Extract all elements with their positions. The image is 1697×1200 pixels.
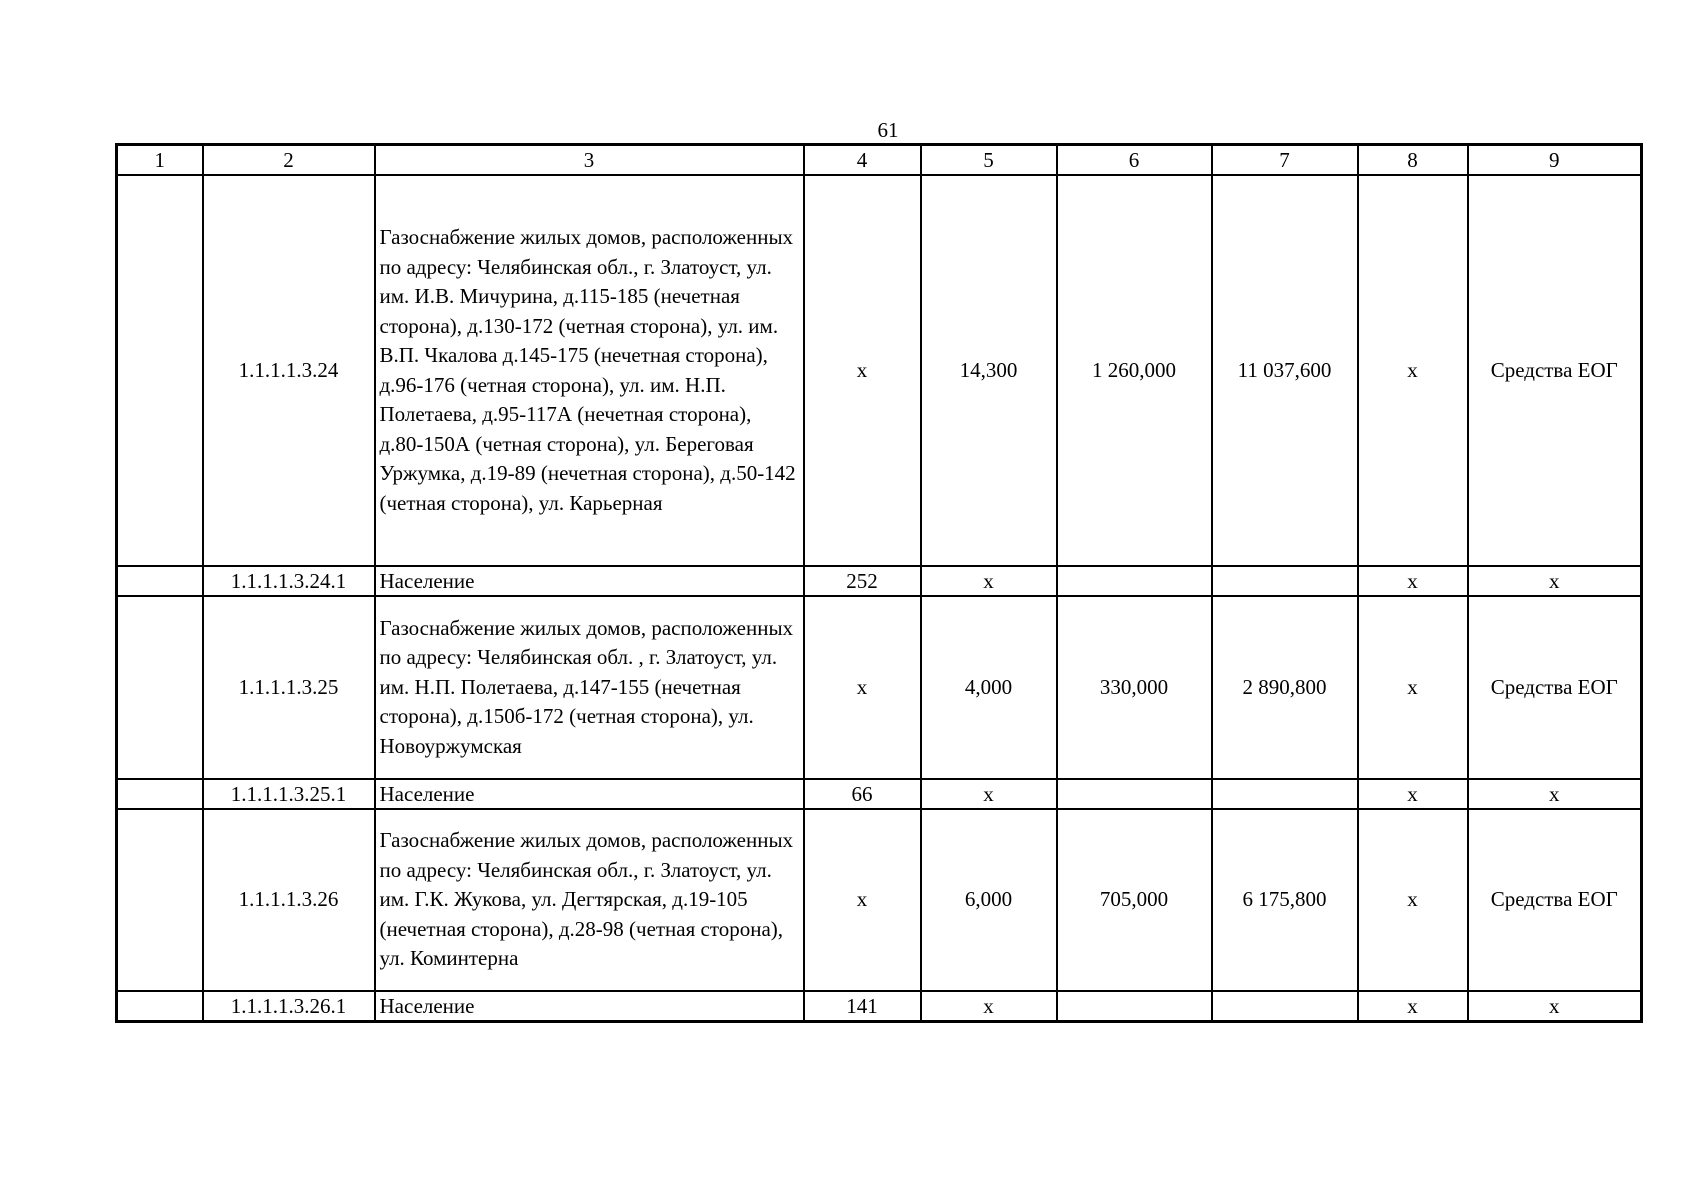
col4-cell: х: [804, 809, 921, 991]
col7-cell: [1212, 566, 1358, 596]
row-number-cell: [117, 175, 203, 566]
col6-cell: [1057, 991, 1212, 1022]
table-row: [117, 175, 1642, 566]
col5-cell: х: [921, 779, 1057, 809]
col6-cell: 330,000: [1057, 596, 1212, 779]
description-cell: Население: [375, 566, 804, 596]
header-cell-9: 9: [1468, 145, 1642, 176]
col8-cell: х: [1358, 779, 1468, 809]
description-text: Газоснабжение жилых домов, расположенных по адресу: Челябинская обл., г. Златоуст, ул. им. Г.К. Жукова, ул. Дегтярская, д.19-105 (нечетная сторона), д.28-98 (четная сторона), ул. Коминтерна: [379, 828, 794, 971]
code-cell: 1.1.1.1.3.26: [203, 809, 375, 991]
funding-source-cell: Средства ЕОГ: [1468, 809, 1642, 991]
funding-source-cell: Средства ЕОГ: [1468, 596, 1642, 779]
col7-cell: [1212, 991, 1358, 1022]
page-number: 61: [877, 118, 899, 142]
code-cell: 1.1.1.1.3.26.1: [203, 991, 375, 1022]
col7-cell: 2 890,800: [1212, 596, 1358, 779]
col4-cell: 141: [804, 991, 921, 1022]
funding-source-cell: х: [1468, 991, 1642, 1022]
row-number-cell: [117, 991, 203, 1022]
col8-cell: х: [1358, 991, 1468, 1022]
col8-cell: х: [1358, 596, 1468, 779]
header-cell-5: 5: [921, 145, 1057, 176]
header-cell-3: 3: [375, 145, 804, 176]
table-row: [117, 991, 1642, 1022]
col8-cell: х: [1358, 175, 1468, 566]
col4-cell: 252: [804, 566, 921, 596]
data-table: [115, 143, 1643, 1023]
header-cell-6: 6: [1057, 145, 1212, 176]
table-row: [117, 809, 1642, 991]
description-text: Газоснабжение жилых домов, расположенных по адресу: Челябинская обл. , г. Златоуст, ул. им. Н.П. Полетаева, д.147-155 (нечетная сторона), д.150б-172 (четная сторона), ул. Новоуржумская: [379, 615, 794, 758]
description-cell: Население: [375, 991, 804, 1022]
funding-source-cell: Средства ЕОГ: [1468, 175, 1642, 566]
row-number-cell: [117, 809, 203, 991]
col5-cell: х: [921, 991, 1057, 1022]
col4-cell: х: [804, 596, 921, 779]
col8-cell: х: [1358, 566, 1468, 596]
col8-cell: х: [1358, 809, 1468, 991]
code-cell: 1.1.1.1.3.25: [203, 596, 375, 779]
code-cell: 1.1.1.1.3.24: [203, 175, 375, 566]
row-number-cell: [117, 566, 203, 596]
col6-cell: 705,000: [1057, 809, 1212, 991]
col4-cell: 66: [804, 779, 921, 809]
funding-source-cell: х: [1468, 779, 1642, 809]
description-cell: Население: [375, 779, 804, 809]
col4-cell: х: [804, 175, 921, 566]
col5-cell: 6,000: [921, 809, 1057, 991]
table-row: [117, 566, 1642, 596]
col7-cell: [1212, 779, 1358, 809]
col6-cell: [1057, 566, 1212, 596]
col7-cell: 6 175,800: [1212, 809, 1358, 991]
funding-source-cell: х: [1468, 566, 1642, 596]
code-cell: 1.1.1.1.3.25.1: [203, 779, 375, 809]
row-number-cell: [117, 596, 203, 779]
header-cell-8: 8: [1358, 145, 1468, 176]
col5-cell: х: [921, 566, 1057, 596]
table-row: [117, 779, 1642, 809]
col6-cell: [1057, 779, 1212, 809]
row-number-cell: [117, 779, 203, 809]
header-cell-2: 2: [203, 145, 375, 176]
table-row: [117, 596, 1642, 779]
description-cell: [375, 175, 804, 566]
description-cell: [375, 809, 804, 991]
header-cell-4: 4: [804, 145, 921, 176]
col7-cell: 11 037,600: [1212, 175, 1358, 566]
description-text: Газоснабжение жилых домов, расположенных по адресу: Челябинская обл., г. Златоуст, ул. им. И.В. Мичурина, д.115-185 (нечетная сторона), д.130-172 (четная сторона), ул. им. В.П. Чкалова д.145-175 (нечетная сторона), д.96-176 (четная сторона), ул. им. Н.П. Полетаева, д.95-117А (нечетная сторона), д.80-150А (четная сторона), ул. Береговая Уржумка, д.19-89 (нечетная сторона), д.50-142 (четная сторона), ул. Карьерная: [379, 225, 796, 515]
description-cell: [375, 596, 804, 779]
col6-cell: 1 260,000: [1057, 175, 1212, 566]
col5-cell: 14,300: [921, 175, 1057, 566]
header-cell-1: 1: [117, 145, 203, 176]
code-cell: 1.1.1.1.3.24.1: [203, 566, 375, 596]
header-cell-7: 7: [1212, 145, 1358, 176]
col5-cell: 4,000: [921, 596, 1057, 779]
header-row: [117, 145, 1642, 176]
